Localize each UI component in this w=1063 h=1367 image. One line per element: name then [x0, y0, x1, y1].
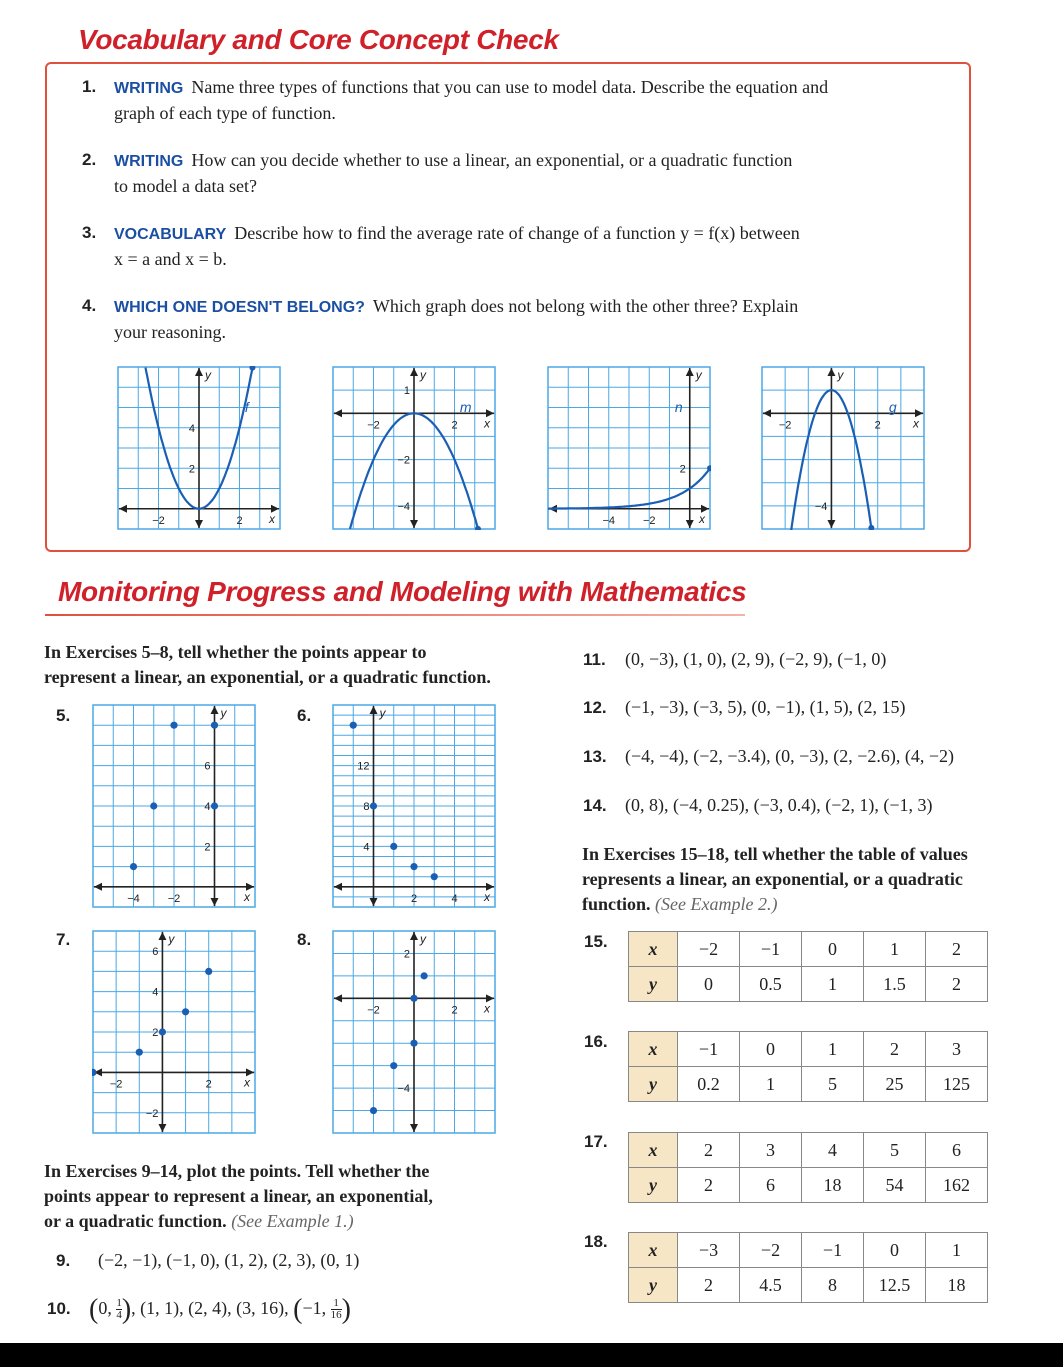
data-point — [150, 802, 157, 809]
data-point — [370, 1107, 377, 1114]
graph-g — [761, 366, 925, 530]
y-axis-label: y — [168, 932, 175, 946]
data-point — [159, 1028, 166, 1035]
exercise-text: (0, −3), (1, 0), (2, 9), (−2, 9), (−1, 0) — [625, 649, 887, 669]
value-table-17 — [628, 1132, 988, 1203]
table-cell: 2 — [926, 967, 988, 1002]
exercise-text: (−2, −1), (−1, 0), (1, 2), (2, 3), (0, 1) — [98, 1250, 360, 1270]
question-4 — [82, 294, 962, 344]
exercise-text: (−4, −4), (−2, −3.4), (0, −3), (2, −2.6), (4, −2) — [625, 746, 955, 766]
table-header: x — [629, 1032, 678, 1067]
instruction-line: represents a linear, an exponential, or a quadratic — [582, 869, 963, 889]
table-cell: −2 — [678, 932, 740, 967]
y-tick-label: 2 — [152, 1027, 159, 1039]
table-cell: −2 — [740, 1233, 802, 1268]
graph-f — [117, 366, 281, 530]
table-cell: 6 — [740, 1168, 802, 1203]
table-cell: 5 — [864, 1133, 926, 1168]
exercise-number: 6. — [297, 706, 312, 725]
table-row-y — [629, 967, 988, 1002]
table-cell: 1 — [926, 1233, 988, 1268]
x-axis-label: x — [244, 889, 250, 904]
exercise-number: 15. — [584, 932, 608, 951]
question-keyword: VOCABULARY — [114, 226, 227, 243]
x-tick-label: 2 — [236, 514, 243, 527]
y-tick-label: 8 — [363, 801, 370, 813]
bottom-bar — [0, 1343, 1063, 1367]
exercise-14 — [583, 793, 933, 818]
y-axis-label: y — [420, 932, 426, 946]
y-tick-label: 2 — [188, 463, 195, 476]
graph-exercise-5 — [92, 704, 256, 908]
question-text: x = a and x = b. — [114, 249, 227, 269]
x-tick-label: −2 — [109, 1078, 123, 1091]
table-cell: 1 — [802, 1032, 864, 1067]
data-point — [205, 968, 212, 975]
instruction-line: function. — [582, 894, 651, 914]
table-row-y — [629, 1067, 988, 1102]
exercise-number: 17. — [584, 1132, 608, 1151]
value-table-16 — [628, 1031, 988, 1102]
table-cell: 5 — [802, 1067, 864, 1102]
data-point — [211, 802, 218, 809]
table-cell: 8 — [802, 1268, 864, 1303]
table-cell: 0 — [802, 932, 864, 967]
x-tick-label: −2 — [367, 1004, 380, 1017]
x-tick-label: −2 — [642, 514, 656, 527]
data-point — [410, 863, 417, 870]
table-cell: −1 — [678, 1032, 740, 1067]
table-cell: −1 — [802, 1233, 864, 1268]
instructions-9-14 — [44, 1159, 564, 1234]
table-cell: 0 — [740, 1032, 802, 1067]
y-tick-label: 12 — [357, 760, 370, 773]
x-tick-label: −2 — [152, 514, 165, 527]
denominator: 16 — [330, 1309, 342, 1322]
table-cell: 2 — [864, 1032, 926, 1067]
y-tick-label: 4 — [363, 841, 370, 854]
table-cell: 162 — [926, 1168, 988, 1203]
question-text: Name three types of functions that you can use to model data. Describe the equation and — [191, 77, 829, 97]
data-point — [211, 722, 218, 729]
y-tick-label: −4 — [814, 500, 828, 513]
curve-label: m — [459, 398, 472, 415]
value-table-15 — [628, 931, 988, 1002]
data-point — [410, 995, 417, 1002]
divider — [45, 614, 745, 616]
y-axis-label: y — [695, 368, 702, 382]
exercise-number: 18. — [584, 1232, 608, 1251]
numerator: 1 — [331, 1298, 342, 1310]
exercise-number: 14. — [583, 796, 607, 815]
question-keyword: WRITING — [114, 153, 184, 170]
instruction-line: In Exercises 15–18, tell whether the table of values — [582, 844, 968, 864]
x-tick-label: 2 — [451, 1004, 458, 1017]
x-tick-label: 2 — [205, 1078, 212, 1091]
x-axis-label: x — [244, 1075, 250, 1090]
instructions-5-8 — [44, 640, 564, 690]
x-tick-label: 2 — [451, 419, 458, 432]
table-cell: 1.5 — [864, 967, 926, 1002]
exercise-number: 8. — [297, 930, 312, 949]
table-cell: 2 — [678, 1133, 740, 1168]
x-axis-label: x — [269, 511, 275, 526]
exercise-number: 12. — [583, 698, 607, 717]
data-point — [390, 843, 397, 850]
question-2 — [82, 148, 962, 198]
question-keyword: WRITING — [114, 80, 184, 97]
table-row-y — [629, 1268, 988, 1303]
data-point — [390, 1062, 397, 1069]
table-cell: 3 — [926, 1032, 988, 1067]
curve-label: g — [888, 398, 897, 415]
table-cell: 6 — [926, 1133, 988, 1168]
exercise-text: −1, — [302, 1298, 331, 1318]
y-tick-label: 4 — [204, 801, 211, 813]
numerator: 1 — [116, 1297, 122, 1310]
instruction-line: In Exercises 9–14, plot the points. Tell whether the — [44, 1161, 430, 1181]
table-cell: 1 — [864, 932, 926, 967]
table-row-x — [629, 1233, 988, 1268]
exercise-text: (0, 8), (−4, 0.25), (−3, 0.4), (−2, 1), (−1, 3) — [625, 795, 933, 815]
question-number: 1. — [82, 77, 97, 96]
table-header: x — [629, 1233, 678, 1268]
curve-label: n — [674, 398, 683, 415]
x-tick-label: 4 — [451, 892, 458, 905]
y-tick-label: 4 — [152, 986, 159, 999]
exercise-text: , (1, 1), (2, 4), (3, 16), — [131, 1298, 294, 1318]
x-tick-label: −4 — [602, 514, 616, 527]
table-cell: 18 — [802, 1168, 864, 1203]
question-number: 3. — [82, 223, 97, 242]
instruction-line: points appear to represent a linear, an exponential, — [44, 1186, 433, 1206]
data-point — [130, 863, 137, 870]
exercise-12 — [583, 695, 906, 720]
question-number: 4. — [82, 296, 97, 315]
y-axis-label: y — [379, 706, 386, 720]
table-cell: 3 — [740, 1133, 802, 1168]
table-row-y — [629, 1168, 988, 1203]
instructions-15-18 — [582, 842, 1052, 917]
table-cell: −1 — [740, 932, 802, 967]
data-point — [350, 722, 357, 729]
instruction-line: or a quadratic function. — [44, 1211, 227, 1231]
exercise-number: 9. — [56, 1251, 71, 1270]
curve-label: f — [244, 398, 249, 415]
data-point — [182, 1008, 189, 1015]
graph-exercise-8 — [332, 930, 496, 1134]
x-tick-label: −2 — [167, 892, 181, 905]
y-tick-label: 2 — [403, 948, 410, 961]
graph-exercise-7 — [92, 930, 256, 1134]
x-axis-label: x — [484, 889, 490, 904]
graph-exercise-6 — [332, 704, 496, 908]
instruction-line: represent a linear, an exponential, or a quadratic function. — [44, 667, 491, 687]
table-cell: 0.2 — [678, 1067, 740, 1102]
table-cell: 2 — [678, 1168, 740, 1203]
section-title-monitoring: Monitoring Progress and Modeling with Mathematics — [52, 576, 752, 608]
x-tick-label: 2 — [874, 419, 881, 432]
table-cell: 0.5 — [740, 967, 802, 1002]
graph-m — [332, 366, 496, 530]
denominator: 4 — [116, 1309, 122, 1322]
table-header: x — [629, 932, 678, 967]
y-tick-label: 6 — [204, 760, 211, 773]
y-tick-label: 2 — [679, 463, 686, 476]
table-header: y — [629, 1268, 678, 1303]
table-cell: 0 — [678, 967, 740, 1002]
exercise-number: 7. — [56, 930, 71, 949]
table-cell: 1 — [802, 967, 864, 1002]
y-tick-label: −2 — [397, 454, 410, 467]
x-axis-label: x — [913, 416, 919, 431]
exercise-10: 10. (0, $\frac{1}{4}$ ), (1, 1), (2, 4), (3, 16), (−1, $\frac{1}{16}$ ) — [47, 1293, 351, 1325]
table-row-x — [629, 1032, 988, 1067]
graph-n — [547, 366, 711, 530]
question-1 — [82, 75, 962, 125]
x-tick-label: −2 — [367, 419, 380, 432]
fraction — [331, 1298, 342, 1321]
exercise-text: (−1, −3), (−3, 5), (0, −1), (1, 5), (2, 15) — [625, 697, 906, 717]
data-point — [136, 1049, 143, 1056]
see-example: (See Example 2.) — [655, 894, 778, 914]
exercise-number: 5. — [56, 706, 71, 725]
y-tick-label: 1 — [403, 385, 410, 398]
table-cell: 125 — [926, 1067, 988, 1102]
data-point — [410, 1040, 417, 1047]
question-3 — [82, 221, 962, 271]
x-tick-label: −2 — [778, 419, 792, 432]
instruction-line: In Exercises 5–8, tell whether the points appear to — [44, 642, 427, 662]
exercise-13 — [583, 744, 954, 769]
question-text: to model a data set? — [114, 176, 257, 196]
data-point — [370, 802, 377, 809]
y-tick-label: 2 — [204, 841, 211, 854]
y-tick-label: 6 — [152, 946, 159, 959]
y-tick-label: −2 — [145, 1107, 159, 1120]
table-cell: 4.5 — [740, 1268, 802, 1303]
table-header: y — [629, 967, 678, 1002]
y-tick-label: −4 — [397, 500, 410, 513]
x-axis-label: x — [484, 416, 490, 431]
table-cell: 2 — [926, 932, 988, 967]
y-axis-label: y — [220, 706, 227, 720]
question-text: Describe how to find the average rate of change of a function y = f(x) between — [234, 223, 800, 243]
table-cell: 1 — [740, 1067, 802, 1102]
question-text: your reasoning. — [114, 322, 226, 342]
exercise-number: 16. — [584, 1032, 608, 1051]
table-cell: 4 — [802, 1133, 864, 1168]
table-cell: 2 — [678, 1268, 740, 1303]
table-cell: 54 — [864, 1168, 926, 1203]
exercise-number: 13. — [583, 747, 607, 766]
table-header: y — [629, 1168, 678, 1203]
table-cell: −3 — [678, 1233, 740, 1268]
table-cell: 12.5 — [864, 1268, 926, 1303]
question-text: graph of each type of function. — [114, 103, 336, 123]
x-axis-label: x — [699, 511, 705, 526]
y-axis-label: y — [205, 368, 211, 382]
y-axis-label: y — [837, 368, 844, 382]
exercise-9 — [56, 1248, 359, 1273]
table-row-x — [629, 1133, 988, 1168]
table-cell: 25 — [864, 1067, 926, 1102]
question-text: Which graph does not belong with the other three? Explain — [372, 296, 799, 316]
y-tick-label: −4 — [397, 1083, 410, 1096]
x-axis-label: x — [484, 1001, 490, 1016]
question-text: How can you decide whether to use a linear, an exponential, or a quadratic function — [191, 150, 793, 170]
question-number: 2. — [82, 150, 97, 169]
exercise-number: 10. — [47, 1299, 71, 1318]
section-title-vocab: Vocabulary and Core Concept Check — [72, 24, 565, 56]
table-cell: 0 — [864, 1233, 926, 1268]
data-point — [421, 972, 428, 979]
data-point — [431, 873, 438, 880]
table-row-x — [629, 932, 988, 967]
table-header: y — [629, 1067, 678, 1102]
data-point — [170, 722, 177, 729]
question-keyword: WHICH ONE DOESN'T BELONG? — [114, 299, 365, 316]
see-example: (See Example 1.) — [231, 1211, 354, 1231]
exercise-number: 11. — [583, 650, 606, 669]
x-tick-label: −4 — [127, 892, 140, 905]
table-cell: 18 — [926, 1268, 988, 1303]
grid-border — [762, 367, 924, 529]
table-header: x — [629, 1133, 678, 1168]
value-table-18 — [628, 1232, 988, 1303]
exercise-11 — [583, 647, 886, 672]
exercise-text: 0, — [98, 1298, 117, 1318]
x-tick-label: 2 — [410, 892, 418, 905]
y-tick-label: 4 — [188, 422, 195, 435]
y-axis-label: y — [420, 368, 426, 382]
